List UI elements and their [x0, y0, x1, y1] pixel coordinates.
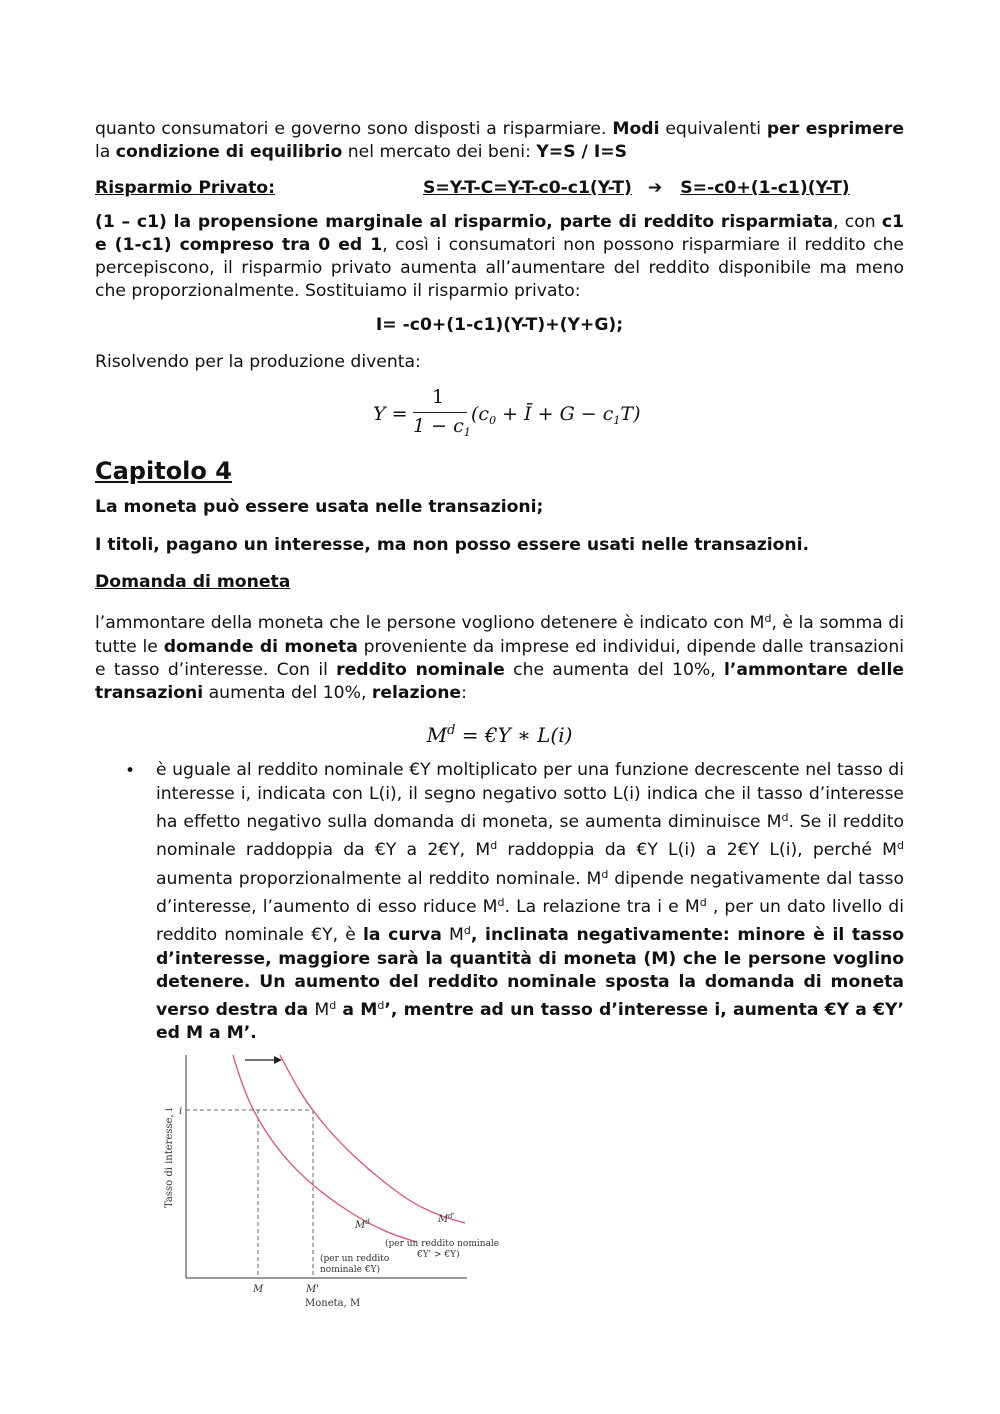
md-curve-label	[354, 1218, 370, 1231]
superscript: d	[377, 999, 385, 1013]
formula-lhs: Y =	[373, 403, 408, 426]
formula-money-demand	[95, 717, 904, 749]
bold-text: l’ammontare delle transazioni	[95, 659, 904, 704]
text: aumenta del 10%,	[203, 683, 372, 704]
md-curve-label-sup: d	[365, 1218, 370, 1226]
superscript: d	[764, 612, 772, 626]
equation-investment: I= -c0+(1-c1)(Y-T)+(Y+G);	[375, 314, 624, 335]
bold-text: M	[314, 1000, 330, 1021]
paragraph-solving: Risolvendo per la produzione diventa:	[95, 352, 421, 373]
bullet-list	[95, 759, 904, 1045]
superscript: d	[490, 839, 498, 853]
paragraph-equilibrium	[95, 118, 904, 165]
bold-text: domande di moneta	[163, 636, 358, 657]
m-tick-label: M	[253, 1284, 264, 1295]
savings-formula-1: S=Y-T-C=Y-T-c0-c1(Y-T)	[423, 177, 632, 198]
text: , con	[833, 211, 882, 232]
bold-text: ’, mentre ad un tasso d’interesse i, aumenta €Y a €Y’ ed M a M’.	[156, 1000, 904, 1044]
text: è uguale al reddito nominale €Y moltiplicato per una funzione decrescente nel tasso di interesse i, indicata con L(i), il segno negativo sotto L(i) indica che il tasso d’interesse ha effetto negativo sulla domanda di moneta, se aumenta diminuisce M	[156, 760, 904, 833]
text: :	[461, 683, 467, 704]
rhs-rest2: T)	[620, 403, 641, 426]
bold-text: , inclinata negativamente: minore è il tasso d’interesse, maggiore sarà la quantità di moneta (M) che le persone voglino detenere. Un aumento del reddito nominale sposta la domanda di moneta verso destra da	[156, 925, 905, 1021]
text: che aumenta del 10%,	[504, 659, 724, 680]
bold-statement-bonds: I titoli, pagano un interesse, ma non posso essere usati nelle transazioni.	[95, 534, 810, 555]
bold-text: Y=S / I=S	[536, 142, 627, 163]
arrow-icon: ➔	[647, 177, 663, 198]
text: l’ammontare della moneta che le persone vogliono detenere è indicato con M	[95, 613, 765, 634]
bold-text: a M	[336, 1000, 378, 1021]
bold-text: (1 – c1) la propensione marginale al risparmio, parte di reddito risparmiata	[95, 211, 834, 232]
i-label: i	[179, 1106, 183, 1117]
formula-numerator: 1	[432, 386, 445, 409]
text: raddoppia da €Y L(i) a 2€Y L(i), perché M	[497, 840, 898, 861]
md-sup: d	[447, 723, 456, 739]
bold-text: relazione	[371, 683, 462, 704]
den-sub: 1	[463, 426, 471, 440]
chapter-title: Capitolo 4	[95, 457, 232, 486]
superscript: d	[497, 895, 505, 909]
note-md-prime-line2: €Y' > €Y)	[417, 1250, 460, 1260]
md-curve-label-base: M	[355, 1220, 366, 1231]
rhs-open: (c	[471, 403, 490, 426]
section-title: Domanda di moneta	[95, 571, 291, 592]
note-md-prime-line1: (per un reddito nominale	[385, 1239, 500, 1249]
formula-rhs	[471, 403, 640, 427]
md-prime-curve	[280, 1055, 465, 1223]
md-prime-label-sup: d'	[448, 1212, 455, 1220]
m-prime-tick-label: M'	[306, 1284, 319, 1295]
text: equivalenti	[659, 119, 767, 139]
md-prime-label-base: M	[438, 1214, 449, 1225]
bullet-icon: •	[125, 761, 136, 782]
x-axis-label: Moneta, M	[305, 1298, 361, 1309]
md-prime-curve-label	[437, 1212, 455, 1225]
paragraph-money-demand	[95, 607, 904, 705]
superscript: d	[781, 811, 789, 825]
text: . Se il reddito nominale raddoppia da €Y a 2€Y, M	[156, 812, 904, 861]
text: nel mercato dei beni:	[342, 142, 537, 163]
bold-text: condizione di equilibrio	[115, 142, 343, 163]
superscript: d	[329, 999, 337, 1013]
rhs-sub0: 0	[489, 414, 497, 428]
md-base: M	[426, 723, 448, 748]
formula-output	[95, 388, 904, 446]
bold-text: Modi	[612, 119, 660, 139]
bold-statement-money: La moneta può essere usata nelle transazioni;	[95, 497, 544, 518]
bold-text: per esprimere	[766, 119, 904, 139]
superscript: d	[601, 867, 609, 881]
money-demand-chart	[155, 1050, 505, 1315]
page-content	[95, 118, 904, 1046]
risparmio-privato-row	[95, 177, 904, 200]
savings-formula-2: S=-c0+(1-c1)(Y-T)	[680, 177, 850, 198]
rhs-rest1: + Ī + G − c	[496, 403, 614, 426]
y-axis-label: Tasso di interesse, i	[164, 1107, 175, 1208]
den-text: 1 − c	[413, 415, 464, 438]
rhs-sub1: 1	[613, 414, 621, 428]
text: dipende negativamente dal tasso d’interesse, l’aumento di esso riduce M	[156, 868, 904, 917]
text: la	[95, 142, 116, 163]
text: proveniente da imprese ed individui, dipende dalle transazioni e tasso d’interesse. Con il	[95, 636, 904, 680]
bullet-text	[156, 759, 904, 1045]
bold-text: c1 e (1-c1) compreso tra 0 ed 1	[95, 211, 905, 255]
bold-text: reddito nominale	[336, 659, 505, 680]
formula-denominator	[413, 415, 471, 439]
note-md-line1: (per un reddito	[320, 1254, 390, 1264]
text: aumenta proporzionalmente al reddito nominale. M	[156, 868, 602, 889]
text: , è la somma di tutte le	[95, 613, 904, 657]
fraction-bar	[413, 412, 467, 413]
superscript: d	[463, 924, 471, 938]
text: , così i consumatori non possono risparmiare il reddito che percepiscono, il risparmio privato aumenta all’aumentare del reddito disponibile ma meno che proporzionalmente. Sostituiamo il risparmio privato:	[95, 234, 905, 302]
risparmio-privato-label: Risparmio Privato:	[95, 177, 275, 198]
list-item	[95, 759, 904, 1045]
superscript: d	[699, 895, 707, 909]
text: . La relazione tra i e M	[504, 896, 700, 917]
md-curve	[233, 1055, 417, 1242]
bold-text: la curva	[362, 925, 442, 946]
paragraph-propensity	[95, 211, 904, 304]
text: , per un dato livello di reddito nominale €Y, è	[156, 896, 904, 946]
md-rest: = €Y ∗ L(i)	[455, 723, 573, 748]
note-md-line2: nominale €Y)	[320, 1265, 381, 1275]
text: M	[441, 925, 464, 946]
text: quanto consumatori e governo sono disposti a risparmiare.	[95, 119, 613, 139]
superscript: d	[897, 839, 904, 853]
